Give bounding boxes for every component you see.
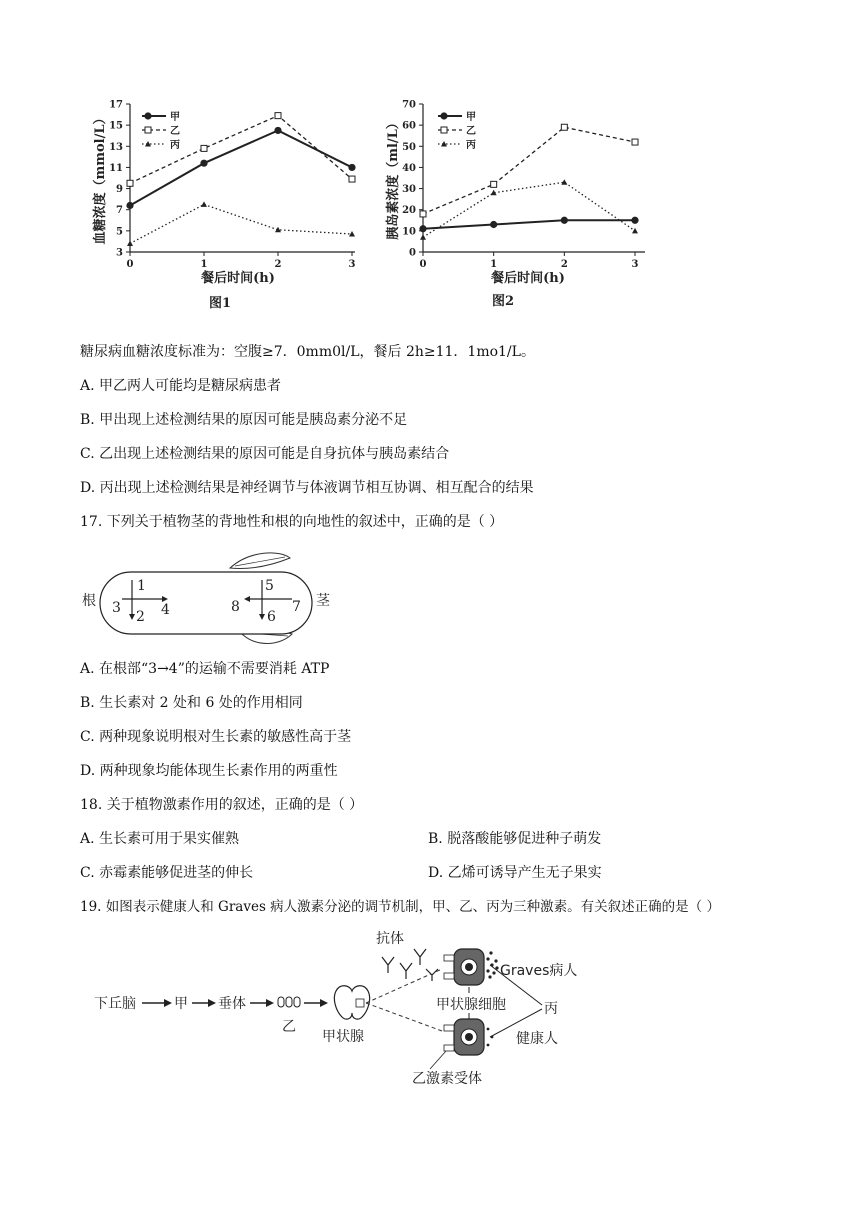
chart-2-point-乙: [561, 124, 567, 130]
plant-number-3: 3: [112, 600, 121, 616]
chart-2-series-line-甲: [423, 220, 635, 228]
hormone-c-label: 丙: [544, 1001, 558, 1017]
legend-label-丙: 丙: [466, 140, 476, 151]
chart-1-point-甲: [274, 127, 281, 134]
antibody-label: 抗体: [376, 931, 404, 947]
q16-option-c: C. 乙出现上述检测结果的原因可能是自身抗体与胰岛素结合: [80, 446, 450, 462]
chart-1-point-甲: [200, 160, 207, 167]
chart-1-point-乙: [201, 145, 207, 151]
charts-figure: [80, 90, 780, 320]
legend-marker-甲: [144, 112, 151, 119]
chart-2-point-甲: [419, 225, 426, 232]
chart-2-point-甲: [561, 217, 568, 224]
chart-1-point-丙: [349, 231, 355, 237]
chart-2-xtick-label: 3: [631, 259, 639, 270]
stem-label: 茎: [316, 593, 330, 609]
receptor-label: 乙激素受体: [412, 1071, 482, 1087]
q18-stem: 18. 关于植物激素作用的叙述，正确的是（ ）: [80, 797, 364, 813]
legend-label-甲: 甲: [170, 112, 180, 123]
chart-1-point-乙: [127, 180, 133, 186]
plant-number-5: 5: [265, 578, 274, 594]
chart-2-ytick-label: 40: [402, 162, 416, 174]
plant-number-1: 1: [137, 578, 146, 594]
chart-2-point-乙: [632, 139, 638, 145]
q18-option-a: A. 生长素可用于果实催熟: [80, 831, 240, 847]
chart-1-caption: 图1: [208, 296, 232, 311]
q16-option-b: B. 甲出现上述检测结果的原因可能是胰岛素分泌不足: [80, 412, 408, 428]
graves-diagram: [90, 925, 610, 1090]
chart-1-ytick-label: 11: [109, 162, 123, 174]
chart-2-ytick-label: 30: [402, 184, 416, 196]
chart-2-ylabel: 胰岛素浓度（ml/L）: [386, 116, 401, 240]
chart-2-point-乙: [420, 211, 426, 217]
chart-2-ytick-label: 50: [402, 141, 416, 153]
chart-2-point-丙: [632, 228, 638, 234]
hormone-a-label: 甲: [174, 996, 188, 1012]
chart-2-ytick-label: 10: [402, 226, 416, 238]
graves-thyroid-cell: [444, 949, 499, 985]
chart-1-ytick-label: 5: [116, 226, 123, 238]
thyroid-cell-label: 甲状腺细胞: [436, 997, 506, 1013]
q18-option-b: B. 脱落酸能够促进种子萌发: [428, 831, 602, 847]
plant-number-6: 6: [267, 609, 276, 625]
chart-2-xtick-label: 0: [419, 259, 427, 270]
chart-2-ytick-label: 70: [402, 99, 416, 111]
chart-1-series-line-乙: [130, 116, 352, 184]
chart-2-point-乙: [491, 181, 497, 187]
chart-1-ylabel: 血糖浓度（mmol/L）: [93, 111, 108, 245]
chart-1-legend: [142, 111, 180, 151]
chart-1-point-乙: [349, 176, 355, 182]
chart-2-xlabel: 餐后时间(h): [491, 271, 565, 286]
q17-stem: 17. 下列关于植物茎的背地性和根的向地性的叙述中，正确的是（ ）: [80, 514, 504, 530]
healthy-person-label: 健康人: [516, 1031, 558, 1047]
chart-1-xtick-label: 2: [274, 259, 282, 270]
q17-option-a: A. 在根部“3→4”的运输不需要消耗 ATP: [80, 661, 330, 677]
q19-stem: 19. 如图表示健康人和 Graves 病人激素分泌的调节机制，甲、乙、丙为三种激素。有关叙述正确的是（ ）: [80, 899, 720, 915]
chart-1-series-line-丙: [130, 204, 352, 243]
chart-2-ytick-label: 0: [409, 247, 416, 259]
chart-1-ytick-label: 17: [109, 99, 123, 111]
upper-leaf: [230, 553, 290, 569]
chart-2-point-丙: [491, 190, 497, 196]
chart-1-point-丙: [201, 201, 207, 207]
q18-option-c: C. 赤霉素能够促进茎的伸长: [80, 865, 254, 881]
chart-1-xtick-label: 3: [348, 259, 356, 270]
chart-2-legend: [438, 111, 476, 151]
chart-2-series-line-乙: [423, 127, 635, 214]
plant-number-7: 7: [292, 599, 301, 615]
chart-1-xlabel: 餐后时间(h): [201, 271, 275, 286]
chart-1-xtick-label: 0: [126, 259, 134, 270]
chart-1-point-甲: [348, 164, 355, 171]
pituitary-label: 垂体: [218, 996, 246, 1012]
hypothalamus-label: 下丘脑: [94, 996, 136, 1012]
chart-2-xtick-label: 1: [490, 259, 498, 270]
chart-1: [92, 100, 356, 312]
legend-marker-乙: [441, 127, 447, 133]
antibody-icons: [382, 949, 438, 981]
chart-1-ytick-label: 9: [116, 184, 123, 196]
chart-2-ytick-label: 60: [402, 120, 416, 132]
chart-2-xtick-label: 2: [560, 259, 568, 270]
diabetes-standard-text: 糖尿病血糖浓度标准为：空腹≥7．0mm0l/L，餐后 2h≥11．1mo1/L。: [80, 344, 535, 360]
chart-1-xtick-label: 1: [200, 259, 208, 270]
chart-2-point-丙: [420, 234, 426, 240]
plant-number-8: 8: [231, 599, 240, 615]
q16-option-a: A. 甲乙两人可能均是糖尿病患者: [80, 378, 282, 394]
legend-label-乙: 乙: [170, 126, 180, 137]
q18-option-d: D. 乙烯可诱导产生无子果实: [428, 865, 602, 881]
legend-marker-乙: [145, 127, 151, 133]
q16-option-d: D. 丙出现上述检测结果是神经调节与体液调节相互协调、相互配合的结果: [80, 480, 534, 496]
plant-diagram: [80, 548, 350, 648]
plant-number-2: 2: [136, 609, 145, 625]
chart-1-ytick-label: 3: [116, 247, 123, 259]
legend-label-甲: 甲: [466, 112, 476, 123]
graves-patient-label: Graves病人: [500, 963, 578, 979]
thyroid-label: 甲状腺: [322, 1029, 364, 1045]
chart-2-ytick-label: 20: [402, 205, 416, 217]
root-label: 根: [82, 593, 96, 609]
hormone-b-label: 乙: [282, 1019, 296, 1035]
legend-label-乙: 乙: [466, 126, 476, 137]
chart-1-point-甲: [126, 202, 133, 209]
healthy-thyroid-cell: [444, 1019, 493, 1055]
legend-marker-甲: [440, 112, 447, 119]
chart-1-point-乙: [275, 113, 281, 119]
chart-2-point-甲: [631, 217, 638, 224]
chart-1-ytick-label: 15: [109, 120, 123, 132]
chart-1-point-丙: [127, 241, 133, 247]
q17-option-d: D. 两种现象均能体现生长素作用的两重性: [80, 763, 338, 779]
chart-2-point-甲: [490, 221, 497, 228]
chart-2-series-line-丙: [423, 182, 635, 237]
q17-option-c: C. 两种现象说明根对生长素的敏感性高于茎: [80, 729, 352, 745]
hormone-b-molecules: [278, 997, 300, 1007]
q17-option-b: B. 生长素对 2 处和 6 处的作用相同: [80, 695, 303, 711]
chart-1-ytick-label: 13: [109, 141, 123, 153]
plant-number-4: 4: [161, 602, 170, 618]
chart-2: [385, 100, 645, 310]
chart-2-caption: 图2: [491, 294, 515, 309]
chart-1-ytick-label: 7: [116, 205, 123, 217]
legend-label-丙: 丙: [170, 140, 180, 151]
